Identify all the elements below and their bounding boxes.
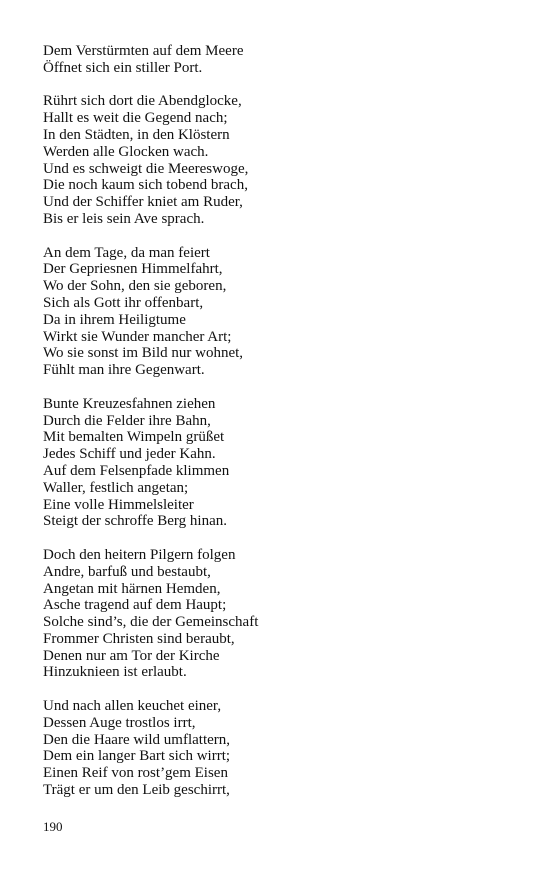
poem-line: Sich als Gott ihr offenbart, xyxy=(43,294,204,311)
poem-line: Hallt es weit die Gegend nach; xyxy=(43,110,228,127)
poem-line: Werden alle Glocken wach. xyxy=(43,143,209,160)
poem-line: In den Städten, in den Klöstern xyxy=(43,126,230,143)
poem-line: Angetan mit härnen Hemden, xyxy=(43,580,221,597)
poem-line: Auf dem Felsenpfade klimmen xyxy=(43,462,230,479)
poem-line: Wo der Sohn, den sie geboren, xyxy=(43,278,227,295)
poem-line: Andre, barfuß und bestaubt, xyxy=(43,563,211,580)
stanza xyxy=(43,547,523,681)
poem-line: Eine volle Himmelsleiter xyxy=(43,496,194,513)
stanza xyxy=(43,396,523,530)
poem-line: Steigt der schroffe Berg hinan. xyxy=(43,513,227,530)
poem-line: Und nach allen keuchet einer, xyxy=(43,698,222,715)
poem-line: Fühlt man ihre Gegenwart. xyxy=(43,362,205,379)
poem-line: Die noch kaum sich tobend brach, xyxy=(43,177,248,194)
stanza xyxy=(43,245,523,379)
poem-line: Frommer Christen sind beraubt, xyxy=(43,630,235,647)
poem-line: Öffnet sich ein stiller Port. xyxy=(43,59,203,76)
poem-line: Bunte Kreuzesfahnen ziehen xyxy=(43,395,216,412)
poem-line: Wo sie sonst im Bild nur wohnet, xyxy=(43,345,244,362)
poem-line: Dem Verstürmten auf dem Meere xyxy=(43,43,244,59)
stanza xyxy=(43,93,523,227)
poem-line: Dessen Auge trostlos irrt, xyxy=(43,714,196,731)
poem-line: Und der Schiffer kniet am Ruder, xyxy=(43,194,243,211)
poem-line: Mit bemalten Wimpeln grüßet xyxy=(43,429,225,446)
poem-line: Da in ihrem Heiligtume xyxy=(43,311,186,328)
poem-line: Wirkt sie Wunder mancher Art; xyxy=(43,328,232,345)
poem-line: Bis er leis sein Ave sprach. xyxy=(43,210,205,227)
page-number: 190 xyxy=(43,819,63,834)
poem-line: Waller, festlich angetan; xyxy=(43,479,189,496)
poem-line: Solche sind’s, die der Gemeinschaft xyxy=(43,614,259,631)
poem-line: Asche tragend auf dem Haupt; xyxy=(43,597,227,614)
stanza xyxy=(43,698,523,799)
poem-line: Hinzuknieen ist erlaubt. xyxy=(43,664,187,681)
poem-line: Doch den heitern Pilgern folgen xyxy=(43,546,236,563)
poem-line: An dem Tage, da man feiert xyxy=(43,244,210,261)
poem-line: Den die Haare wild umflattern, xyxy=(43,731,231,748)
poem-line: Denen nur am Tor der Kirche xyxy=(43,647,220,664)
poem-line: Der Gepriesnen Himmelfahrt, xyxy=(43,261,223,278)
poem-line: Trägt er um den Leib geschirrt, xyxy=(43,782,230,799)
poem-line: Und es schweigt die Meereswoge, xyxy=(43,160,249,177)
poem-page xyxy=(43,43,523,816)
poem-line: Einen Reif von rost’gem Eisen xyxy=(43,765,228,782)
poem-line: Rührt sich dort die Abendglocke, xyxy=(43,93,242,110)
poem-line: Dem ein langer Bart sich wirrt; xyxy=(43,748,231,765)
stanza xyxy=(43,43,523,77)
poem-line: Jedes Schiff und jeder Kahn. xyxy=(43,446,216,463)
poem-line: Durch die Felder ihre Bahn, xyxy=(43,412,211,429)
